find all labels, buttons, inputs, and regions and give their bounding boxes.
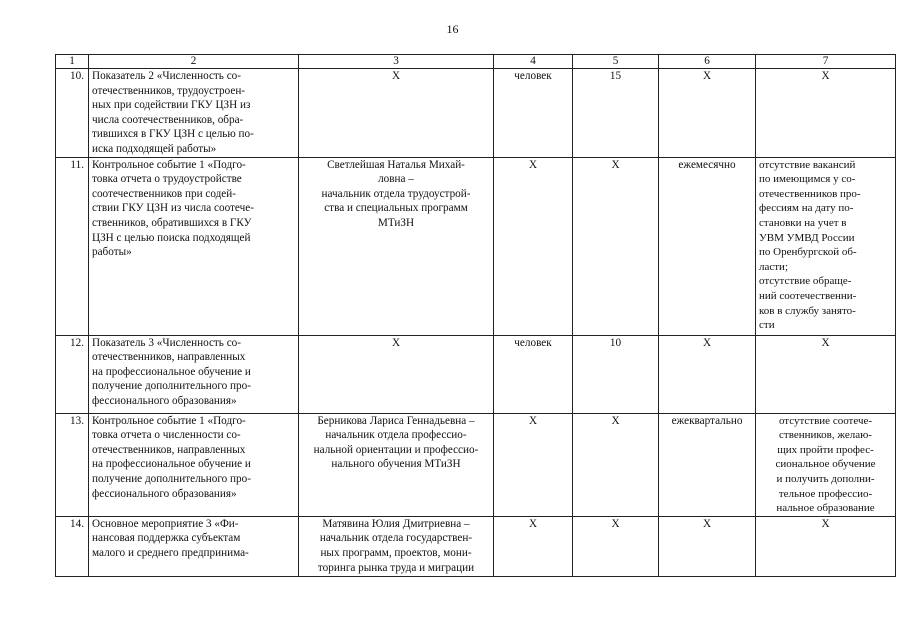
row-value: 10 xyxy=(573,335,659,413)
row-name: Основное мероприятие 3 «Фи- нансовая поддержка субъектам малого и среднего предпринима- xyxy=(89,516,299,576)
row-unit: Х xyxy=(494,157,573,335)
row-responsible: Х xyxy=(299,335,494,413)
row-unit: Х xyxy=(494,413,573,516)
row-responsible: Матявина Юлия Дмитриевна – начальник отдела государствен- ных программ, проектов, мони- торинга рынка труда и миграции xyxy=(299,516,494,576)
row-unit: Х xyxy=(494,516,573,576)
header-cell: 3 xyxy=(299,55,494,69)
row-number: 12. xyxy=(56,335,89,413)
row-responsible: Х xyxy=(299,69,494,158)
row-number: 13. xyxy=(56,413,89,516)
row-responsible: Берникова Лариса Геннадьевна – начальник отдела профессио- нальной ориентации и профессио- нального обучения МТиЗН xyxy=(299,413,494,516)
row-name: Контрольное событие 1 «Подго- товка отчета о трудоустройстве соотечественников при содей- ствии ГКУ ЦЗН из числа соотече- ственников, обратившихся в ГКУ ЦЗН с целью поиска подходящей работы» xyxy=(89,157,299,335)
row-value: Х xyxy=(573,157,659,335)
header-cell: 2 xyxy=(89,55,299,69)
row-risks: Х xyxy=(756,516,896,576)
page-number: 16 xyxy=(446,22,459,36)
row-period: Х xyxy=(659,516,756,576)
header-cell: 5 xyxy=(573,55,659,69)
row-risks: Х xyxy=(756,335,896,413)
header-cell: 4 xyxy=(494,55,573,69)
row-risks: отсутствие соотече- ственников, желаю- щих пройти профес- сиональное обучение и получить дополни- тельное профессио- нальное образование xyxy=(756,413,896,516)
row-risks: Х xyxy=(756,69,896,158)
measures-table xyxy=(55,54,896,577)
row-number: 10. xyxy=(56,69,89,158)
row-risks: отсутствие вакансий по имеющимся у со- отечественников про- фессиям на дату по- становки на учет в УВМ УМВД России по Оренбургской об- ласти; отсутствие обраще- ний соотечественни- ков в службу занято- сти xyxy=(756,157,896,335)
row-name: Контрольное событие 1 «Подго- товка отчета о численности со- отечественников, направленных на профессиональное обучение и получение дополнительного про- фессионального образования» xyxy=(89,413,299,516)
row-unit: человек xyxy=(494,335,573,413)
row-value: Х xyxy=(573,413,659,516)
table-header-row xyxy=(56,55,896,69)
row-period: ежеквартально xyxy=(659,413,756,516)
table-row xyxy=(56,413,896,516)
row-value: 15 xyxy=(573,69,659,158)
header-cell: 7 xyxy=(756,55,896,69)
row-unit: человек xyxy=(494,69,573,158)
row-responsible: Светлейшая Наталья Михай- ловна – начальник отдела трудоустрой- ства и специальных программ МТиЗН xyxy=(299,157,494,335)
row-name: Показатель 2 «Численность со- отечественников, трудоустроен- ных при содействии ГКУ ЦЗН из числа соотечественников, обра- тившихся в ГКУ ЦЗН с целью по- иска подходящей работы» xyxy=(89,69,299,158)
table-row xyxy=(56,335,896,413)
row-number: 14. xyxy=(56,516,89,576)
row-value: Х xyxy=(573,516,659,576)
table-row xyxy=(56,69,896,158)
row-period: ежемесячно xyxy=(659,157,756,335)
row-period: Х xyxy=(659,335,756,413)
table-row xyxy=(56,157,896,335)
row-period: Х xyxy=(659,69,756,158)
row-number: 11. xyxy=(56,157,89,335)
header-cell: 1 xyxy=(56,55,89,69)
table-row xyxy=(56,516,896,576)
header-cell: 6 xyxy=(659,55,756,69)
row-name: Показатель 3 «Численность со- отечественников, направленных на профессиональное обучение и получение дополнительного про- фессионального образования» xyxy=(89,335,299,413)
